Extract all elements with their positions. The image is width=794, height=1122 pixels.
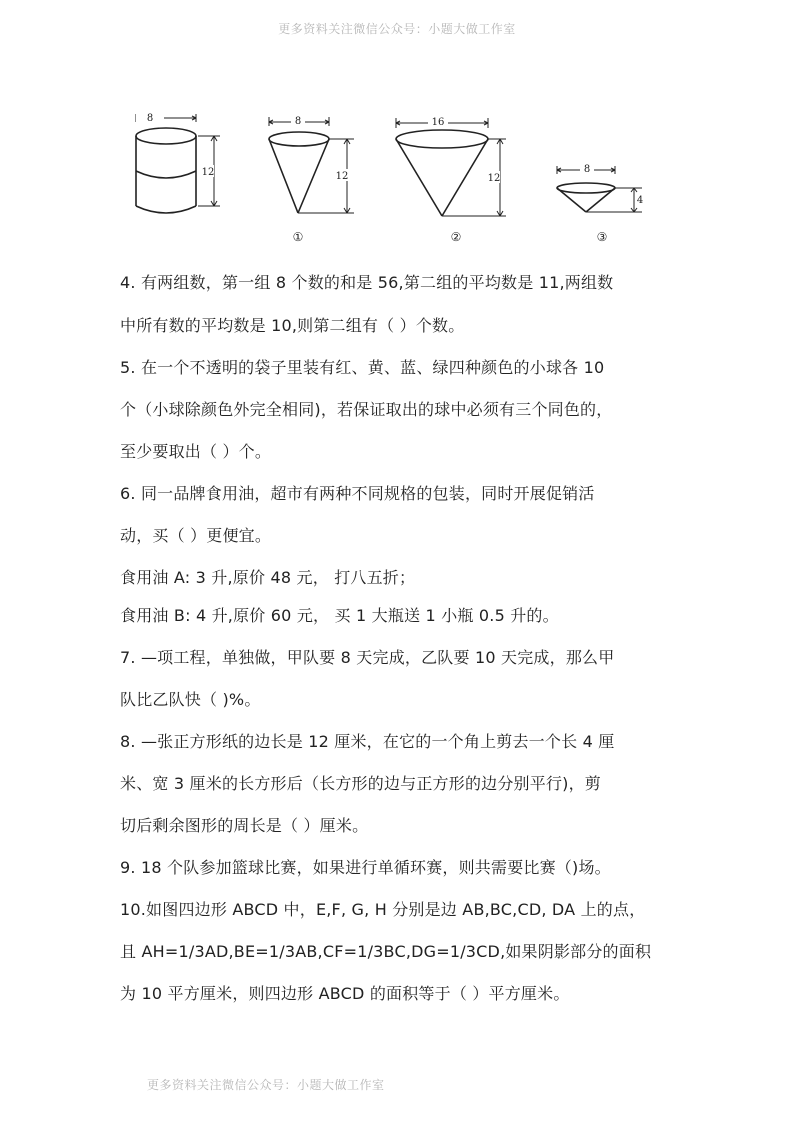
q10-line-1: 10.如图四边形 ABCD 中，E,F, G, H 分别是边 AB,BC,CD, DA 上的点， bbox=[120, 900, 646, 919]
cone2-height-label: 12 bbox=[487, 173, 501, 184]
cone2-caption: ② bbox=[450, 230, 462, 244]
q7-line-2: 队比乙队快（ )%。 bbox=[120, 690, 261, 709]
q10-line-3: 为 10 平方厘米，则四边形 ABCD 的面积等于（ ）平方厘米。 bbox=[120, 984, 570, 1003]
cone2-figure bbox=[396, 117, 506, 244]
cone3-caption: ③ bbox=[596, 230, 608, 244]
q4-line-2: 中所有数的平均数是 10,则第二组有（ ）个数。 bbox=[120, 316, 465, 335]
cone3-height-label: 4 bbox=[636, 195, 644, 206]
q6-option-a: 食用油 A: 3 升,原价 48 元， 打八五折； bbox=[120, 568, 416, 587]
q6-line-1: 6. 同一品牌食用油，超市有两种不同规格的包装，同时开展促销活 bbox=[120, 484, 595, 503]
cylinder-height-label: 12 bbox=[201, 167, 215, 178]
cone1-diameter-label: 8 bbox=[294, 116, 302, 127]
watermark-bottom: 更多资料关注微信公众号：小题大做工作室 bbox=[147, 1078, 385, 1092]
figure-solids bbox=[120, 108, 680, 253]
cone1-figure bbox=[269, 116, 354, 244]
q5-line-3: 至少要取出（ ）个。 bbox=[120, 442, 272, 461]
q8-line-1: 8. —张正方形纸的边长是 12 厘米，在它的一个角上剪去一个长 4 厘 bbox=[120, 732, 615, 751]
q5-line-1: 5. 在一个不透明的袋子里装有红、黄、蓝、绿四种颜色的小球各 10 bbox=[120, 358, 605, 377]
cone2-diameter-label: 16 bbox=[431, 117, 445, 128]
q4-line-1: 4. 有两组数，第一组 8 个数的和是 56,第二组的平均数是 11,两组数 bbox=[120, 273, 614, 292]
cylinder-figure bbox=[136, 113, 220, 213]
cone3-figure bbox=[557, 164, 645, 244]
cone1-height-label: 12 bbox=[335, 171, 349, 182]
q10-line-2: 且 AH=1/3AD,BE=1/3AB,CF=1/3BC,DG=1/3CD,如果阴影部分的面积 bbox=[120, 942, 652, 961]
q7-line-1: 7. —项工程，单独做，甲队要 8 天完成，乙队要 10 天完成，那么甲 bbox=[120, 648, 615, 667]
q5-line-2: 个（小球除颜色外完全相同)，若保证取出的球中必须有三个同色的， bbox=[120, 400, 613, 419]
q8-line-2: 米、宽 3 厘米的长方形后（长方形的边与正方形的边分别平行)，剪 bbox=[120, 774, 601, 793]
watermark-top: 更多资料关注微信公众号：小题大做工作室 bbox=[278, 22, 516, 36]
cylinder-diameter-label: 8 bbox=[146, 113, 154, 124]
cone1-caption: ① bbox=[292, 230, 304, 244]
q8-line-3: 切后剩余图形的周长是（ ）厘米。 bbox=[120, 816, 369, 835]
q9-line-1: 9. 18 个队参加篮球比赛，如果进行单循环赛，则共需要比赛（)场。 bbox=[120, 858, 611, 877]
q6-option-b: 食用油 B: 4 升,原价 60 元， 买 1 大瓶送 1 小瓶 0.5 升的。 bbox=[120, 606, 559, 625]
q6-line-2: 动，买（ ）更便宜。 bbox=[120, 526, 272, 545]
cone3-diameter-label: 8 bbox=[583, 164, 591, 175]
